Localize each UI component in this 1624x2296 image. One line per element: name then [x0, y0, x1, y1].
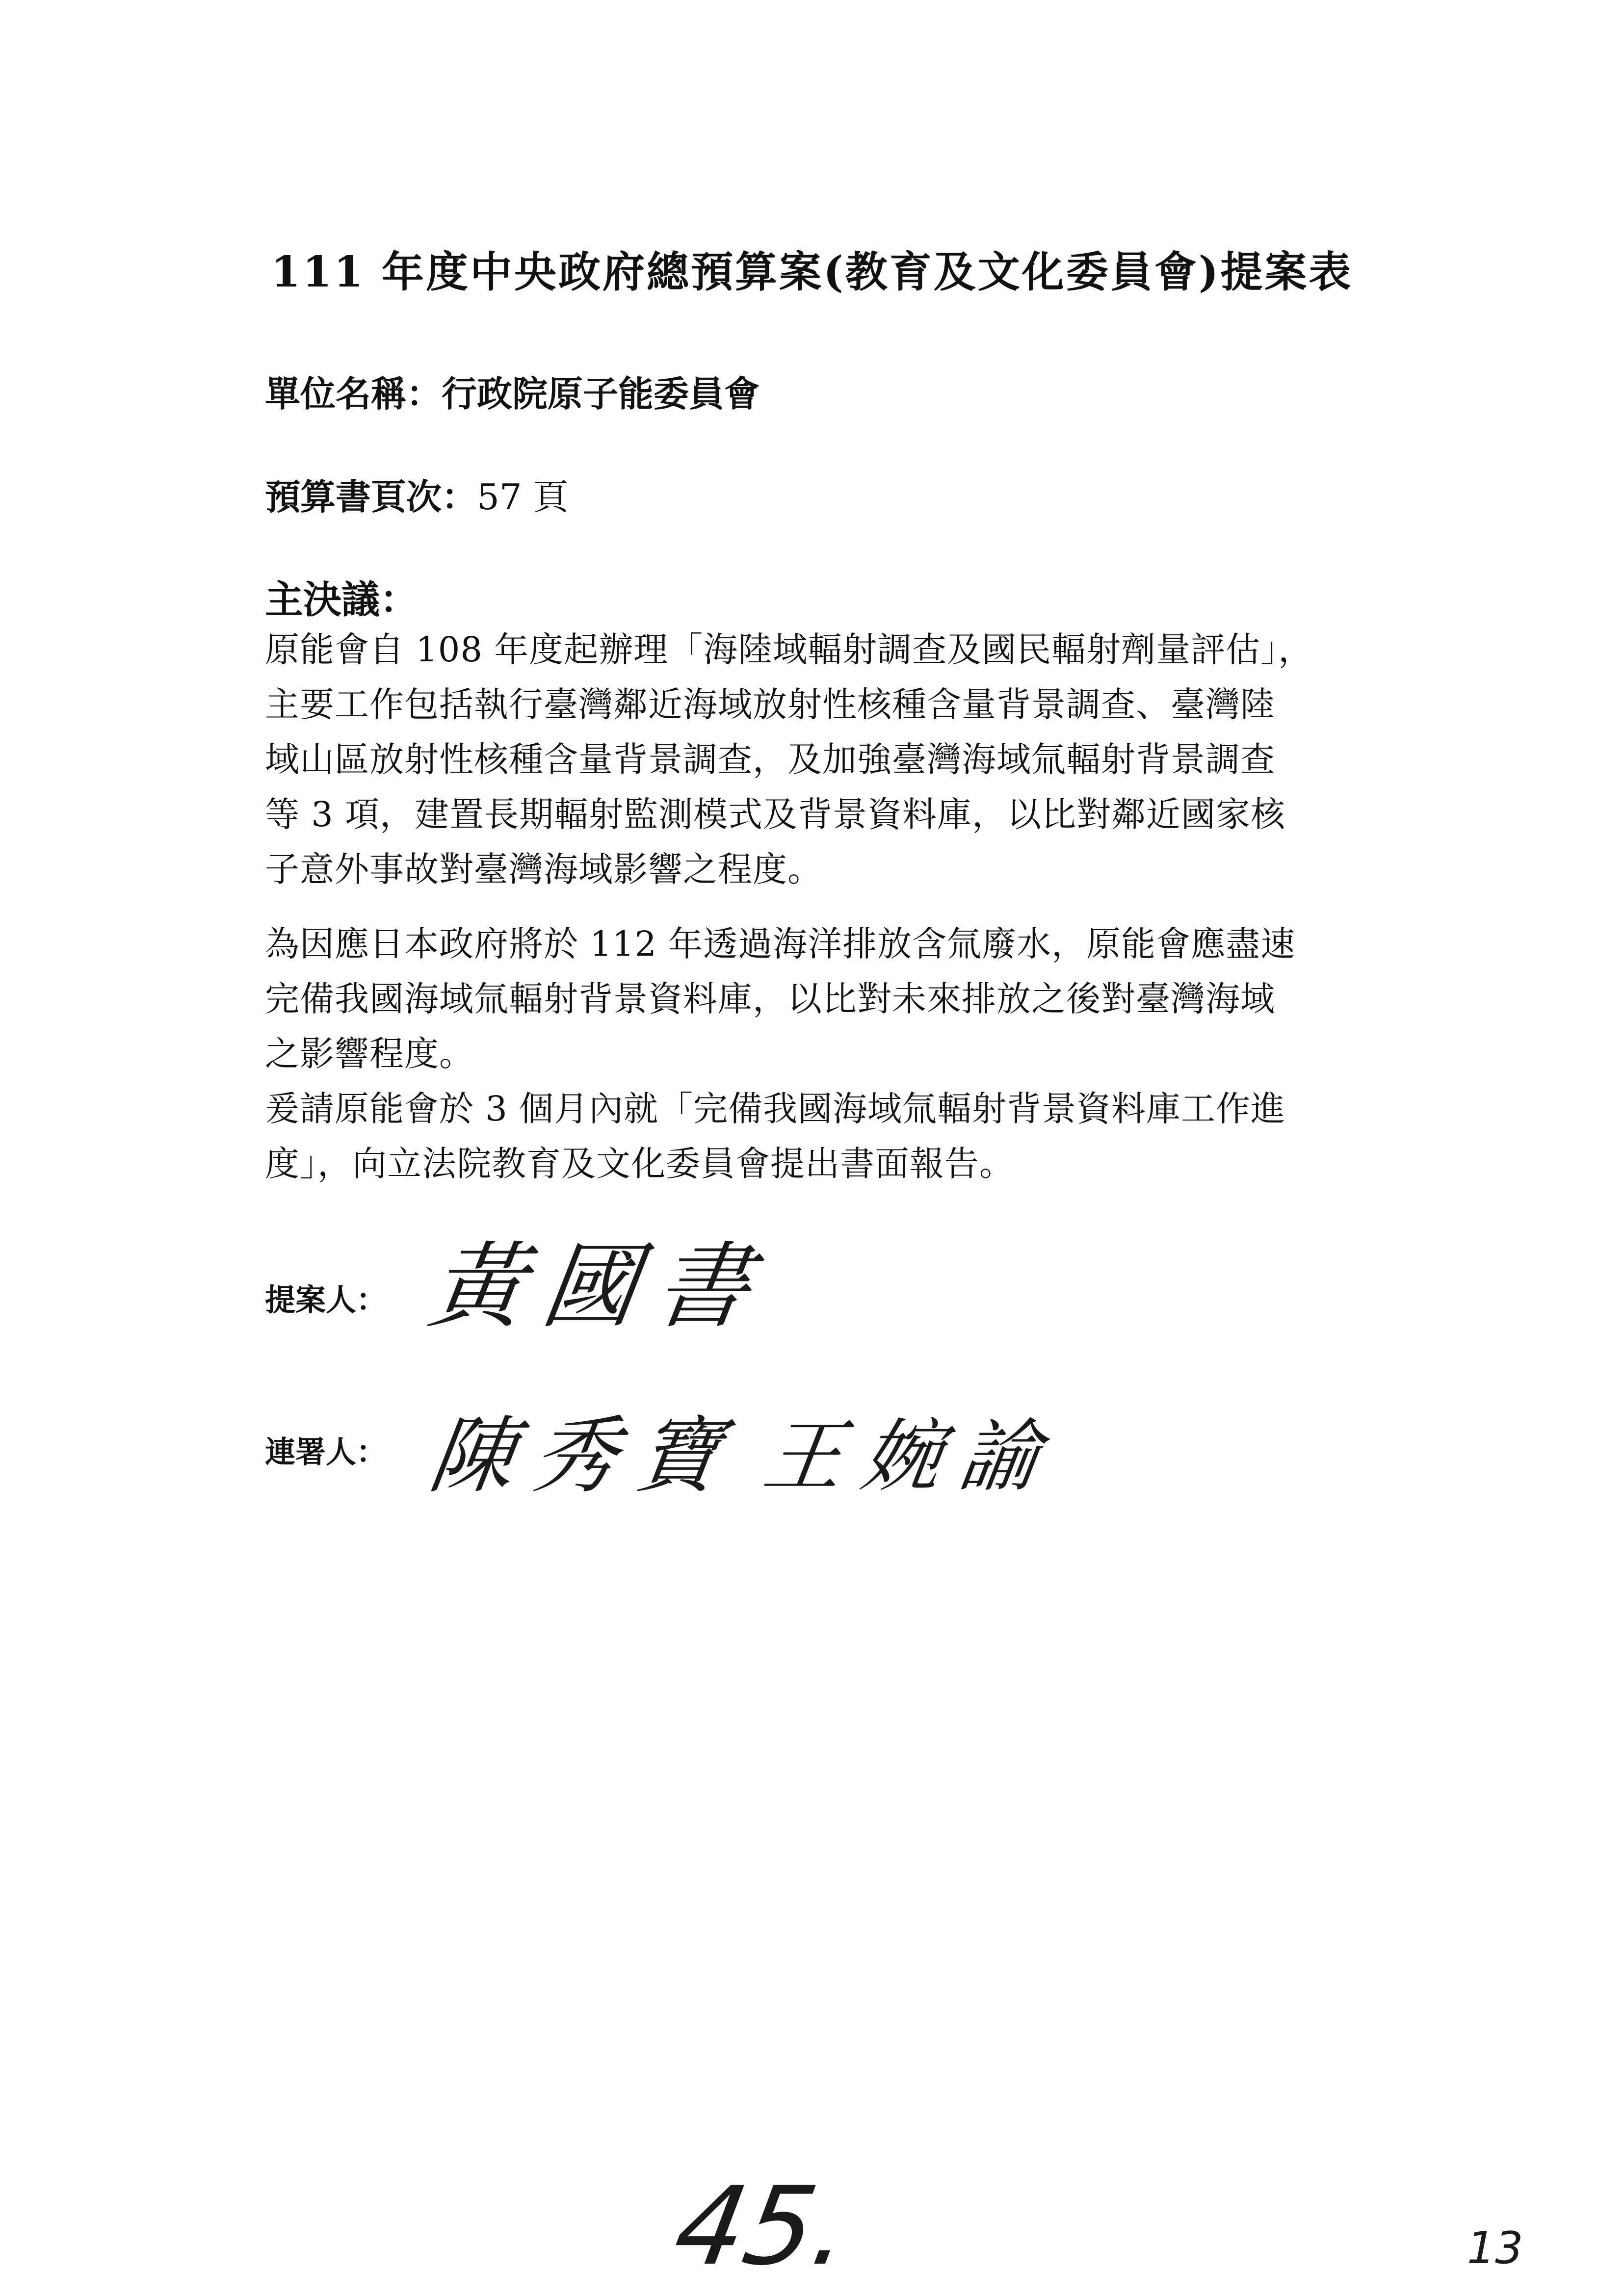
paragraph-line: 域山區放射性核種含量背景調查，及加強臺灣海域氚輻射背景調查	[265, 739, 1275, 780]
budget-page-field	[265, 469, 569, 520]
paragraph-line: 之影響程度。	[265, 1034, 474, 1074]
paragraph-line: 度」，向立法院教育及文化委員會提出書面報告。	[265, 1144, 1014, 1184]
main-resolution-heading: 主決議：	[265, 577, 419, 622]
unit-field	[265, 365, 760, 417]
paragraph-line: 子意外事故對臺灣海域影響之程度。	[265, 849, 822, 889]
cosigner-signature: 王婉諭	[758, 1410, 1066, 1502]
unit-value: 行政院原子能委員會	[442, 373, 760, 415]
paragraph-line: 爰請原能會於 3 個月內就「完備我國海域氚輻射背景資料庫工作進	[265, 1089, 1286, 1129]
cosigner-signature: 陳秀寶	[423, 1408, 747, 1505]
paragraph-line: 完備我國海域氚輻射背景資料庫，以比對未來排放之後對臺灣海域	[265, 979, 1275, 1019]
proposer-signature: 黃國書	[423, 1232, 777, 1341]
resolution-paragraph-1	[265, 622, 1393, 897]
budget-page-value: 57 頁	[477, 476, 569, 518]
paragraph-line: 等 3 項，建置長期輻射監測模式及背景資料庫，以比對鄰近國家核	[265, 794, 1286, 835]
budget-page-label: 預算書頁次：	[265, 476, 477, 518]
paragraph-line: 主要工作包括執行臺灣鄰近海域放射性核種含量背景調查、臺灣陸	[265, 684, 1275, 725]
handwritten-item-number: 45.	[666, 2164, 860, 2289]
paragraph-line: 為因應日本政府將於 112 年透過海洋排放含氚廢水，原能會應盡速	[265, 924, 1296, 964]
cosigner-label: 連署人：	[265, 1434, 387, 1470]
unit-label: 單位名稱：	[265, 373, 442, 415]
proposer-label: 提案人：	[265, 1282, 387, 1318]
paragraph-line: 原能會自 108 年度起辦理「海陸域輻射調查及國民輻射劑量評估」，	[265, 629, 1313, 670]
corner-page-number: 13	[1467, 2222, 1523, 2274]
document-title: 111 年度中央政府總預算案(教育及文化委員會)提案表	[271, 247, 1353, 297]
resolution-paragraph-2	[265, 916, 1393, 1191]
